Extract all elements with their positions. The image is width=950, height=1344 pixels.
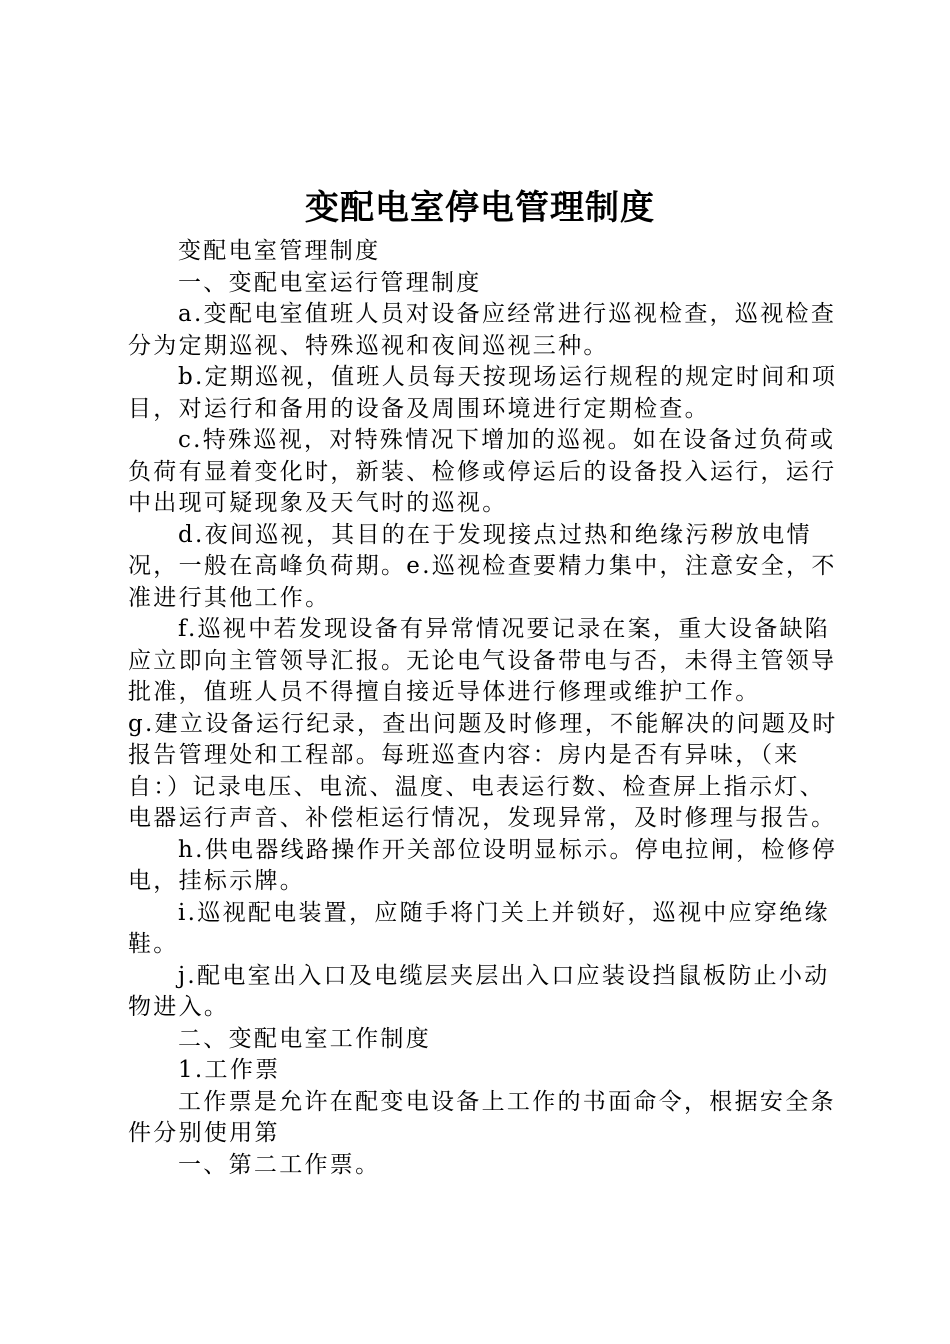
paragraph-1: 变配电室管理制度 [178, 238, 381, 264]
paragraph-7: f.巡视中若发现设备有异常情况要记录在案，重大设备缺陷应立即向主管领导汇报。无论电气设备带电与否，未得主管领导批准，值班人员不得擅自接近导体进行修理或维护工作。 [128, 616, 837, 705]
paragraph-8: g.建立设备运行纪录，查出问题及时修理，不能解决的问题及时报告管理处和工程部。每班巡查内容：房内是否有异味，（来自：）记录电压、电流、温度、电表运行数、检查屏上指示灯、电器运行声音、补偿柜运行情况，发现异常，及时修理与报告。 [128, 710, 838, 831]
paragraph-6: d.夜间巡视，其目的在于发现接点过热和绝缘污秽放电情况，一般在高峰负荷期。e.巡视检查要精力集中，注意安全，不准进行其他工作。 [128, 521, 837, 611]
paragraph-14: 工作票是允许在配变电设备上工作的书面命令，根据安全条件分别使用第 [128, 1088, 836, 1146]
paragraph-5: c.特殊巡视，对特殊情况下增加的巡视。如在设备过负荷或负荷有显着变化时，新装、检修或停运后的设备投入运行，运行中出现可疑现象及天气时的巡视。 [128, 427, 837, 516]
paragraph-10: i.巡视配电装置，应随手将门关上并锁好，巡视中应穿绝缘鞋。 [128, 899, 830, 957]
paragraph-2: 一、变配电室运行管理制度 [178, 269, 482, 296]
paragraph-15: 一、第二工作票。 [178, 1151, 381, 1178]
document-title: 变配电室停电管理制度 [305, 188, 655, 228]
paragraph-13: 1.工作票 [178, 1057, 281, 1083]
paragraph-4: b.定期巡视，值班人员每天按现场运行规程的规定时间和项目，对运行和备用的设备及周围环境进行定期检查。 [128, 364, 838, 422]
paragraph-9: h.供电器线路操作开关部位设明显标示。停电拉闸，检修停电，挂标示牌。 [128, 836, 838, 894]
paragraph-12: 二、变配电室工作制度 [178, 1025, 431, 1052]
document-body [128, 236, 848, 1181]
paragraph-3: a.变配电室值班人员对设备应经常进行巡视检查，巡视检查分为定期巡视、特殊巡视和夜间巡视三种。 [128, 301, 837, 359]
paragraph-11: j.配电室出入口及电缆层夹层出入口应装设挡鼠板防止小动物进入。 [128, 962, 830, 1020]
